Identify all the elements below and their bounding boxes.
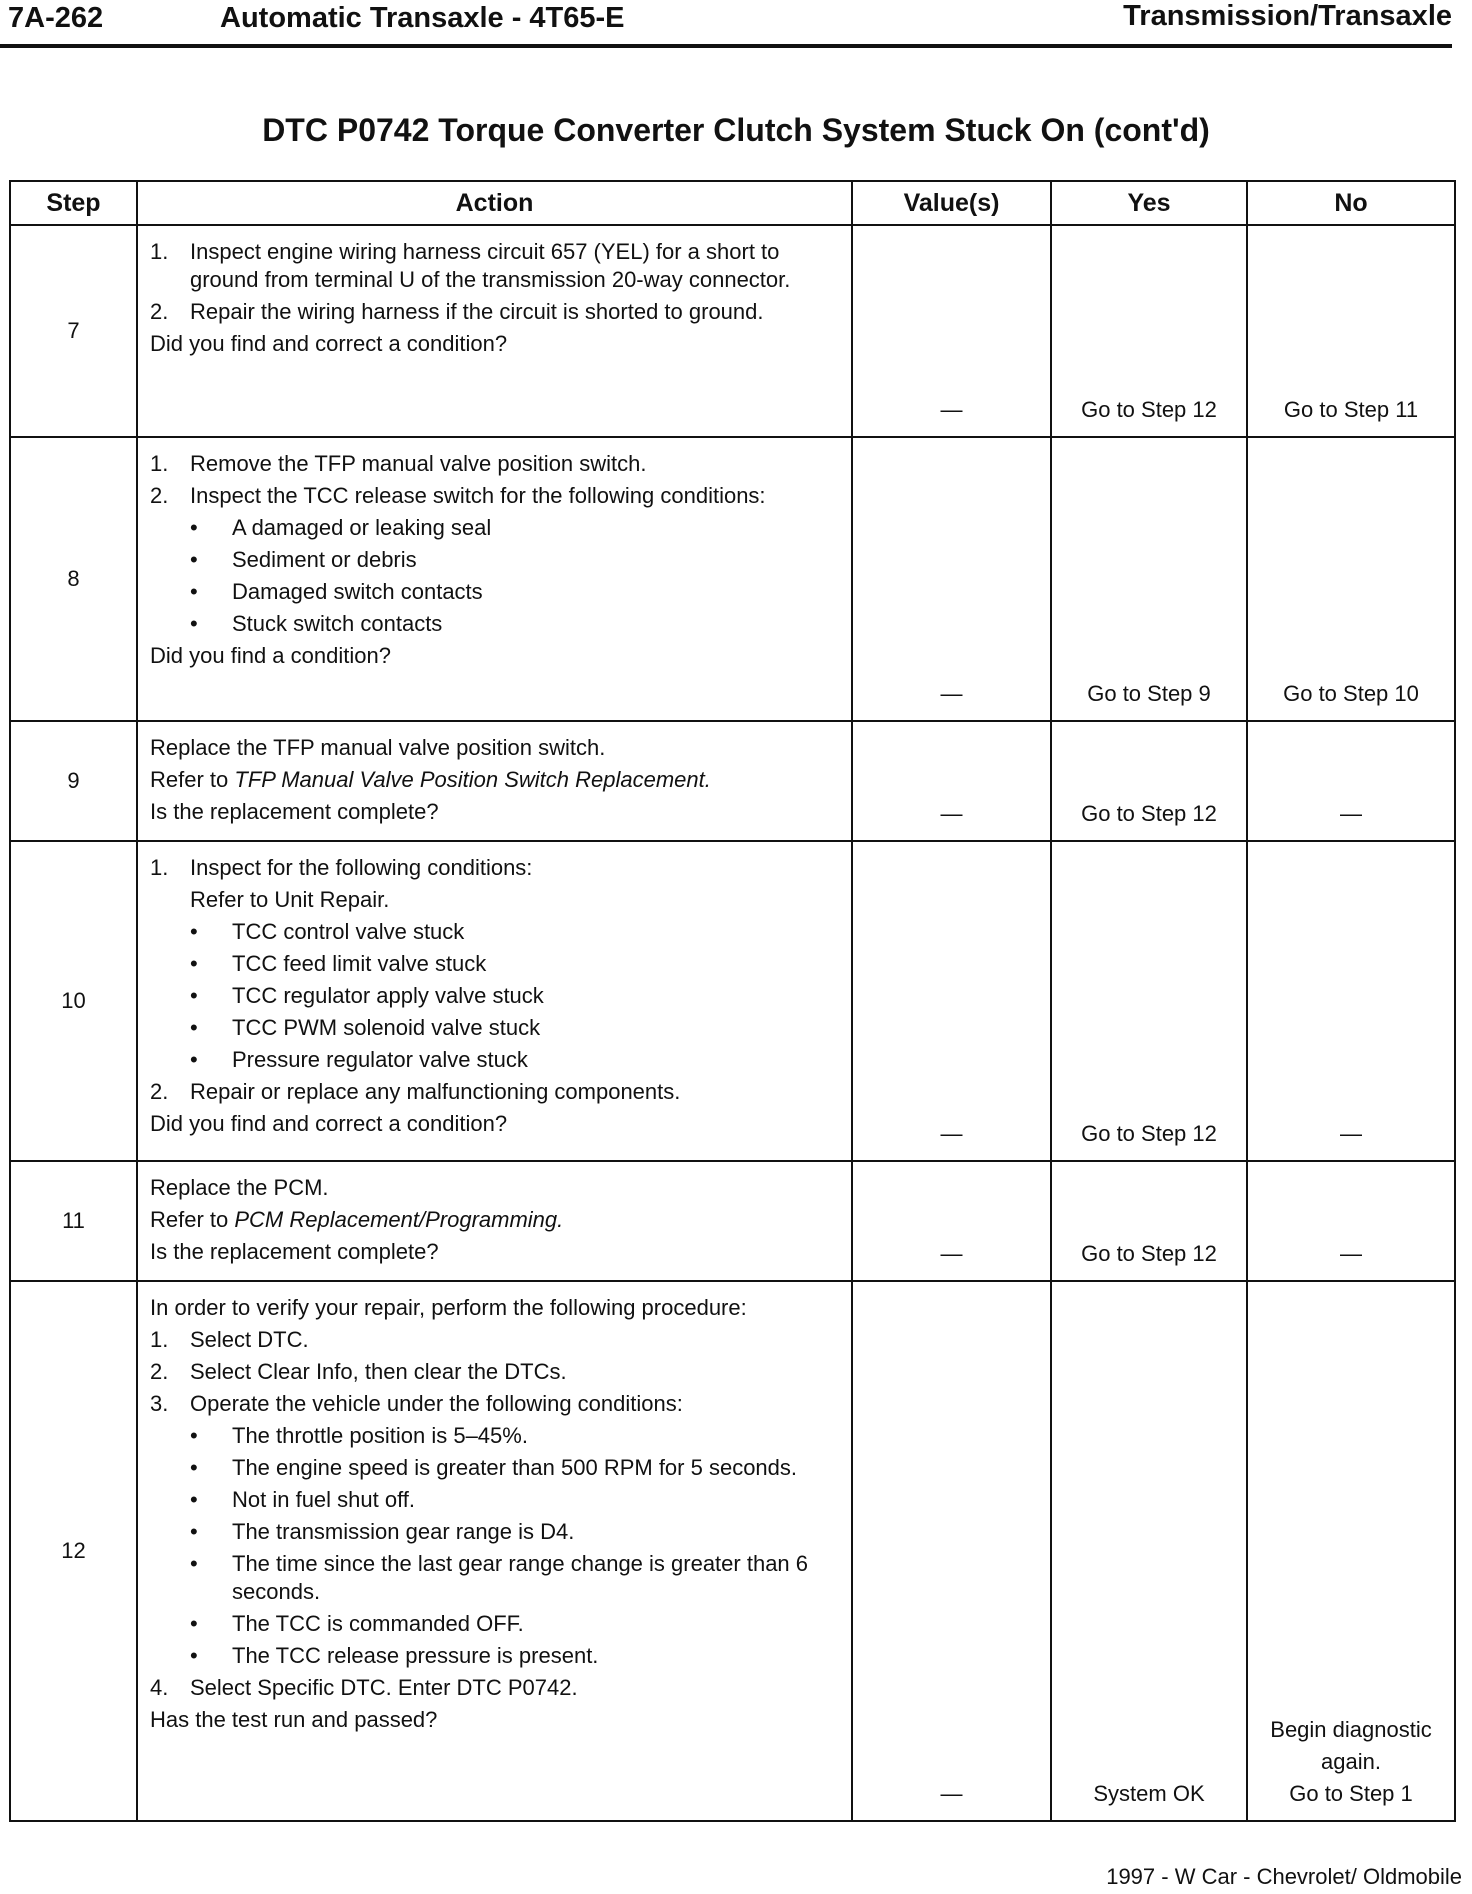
bullet-item: The throttle position is 5–45%. bbox=[232, 1423, 528, 1448]
step-number: 8 bbox=[10, 437, 137, 721]
reference-line bbox=[150, 764, 841, 796]
question: Is the replacement complete? bbox=[150, 1239, 439, 1264]
bullet-item: The engine speed is greater than 500 RPM for 5 seconds. bbox=[232, 1455, 798, 1480]
table-row bbox=[10, 721, 1455, 841]
no-cell: — bbox=[1247, 841, 1455, 1161]
action-line: Replace the PCM. bbox=[150, 1175, 329, 1200]
question: Did you find a condition? bbox=[150, 643, 391, 668]
bullet-icon: • bbox=[190, 951, 198, 976]
yes-cell: Go to Step 12 bbox=[1051, 225, 1247, 437]
bullet-icon: • bbox=[190, 1519, 198, 1544]
item-number: 3. bbox=[150, 1391, 169, 1416]
bullet-item: The transmission gear range is D4. bbox=[232, 1519, 575, 1544]
chapter-title: Transmission/Transaxle bbox=[1123, 0, 1452, 32]
reference-prefix: Refer to bbox=[150, 1207, 235, 1232]
no-cell: — bbox=[1247, 1161, 1455, 1281]
yes-cell: System OK bbox=[1051, 1281, 1247, 1821]
no-line: Begin diagnostic bbox=[1270, 1717, 1432, 1742]
bullet-item: The TCC is commanded OFF. bbox=[232, 1611, 524, 1636]
no-cell: — bbox=[1247, 721, 1455, 841]
bullet-item: Sediment or debris bbox=[232, 547, 417, 572]
value-cell: — bbox=[852, 437, 1051, 721]
question: Has the test run and passed? bbox=[150, 1707, 438, 1732]
step-number: 9 bbox=[10, 721, 137, 841]
yes-cell: Go to Step 9 bbox=[1051, 437, 1247, 721]
value-cell: — bbox=[852, 1281, 1051, 1821]
item-number: 2. bbox=[150, 483, 169, 508]
value-cell: — bbox=[852, 225, 1051, 437]
question: Did you find and correct a condition? bbox=[150, 331, 508, 356]
bullet-icon: • bbox=[190, 1643, 198, 1668]
action-item: Select Clear Info, then clear the DTCs. bbox=[190, 1359, 567, 1384]
item-number: 1. bbox=[150, 1327, 169, 1352]
no-line: again. bbox=[1321, 1749, 1381, 1774]
item-number: 2. bbox=[150, 1079, 169, 1104]
action-item: Inspect engine wiring harness circuit 657 (YEL) for a short to ground from terminal U of the transmission 20-way connector. bbox=[190, 239, 791, 292]
col-header-values: Value(s) bbox=[852, 181, 1051, 225]
action-cell bbox=[137, 225, 852, 437]
reference-line bbox=[150, 1204, 841, 1236]
action-item: Select Specific DTC. Enter DTC P0742. bbox=[190, 1675, 578, 1700]
bullet-item: TCC control valve stuck bbox=[232, 919, 465, 944]
bullet-item: Damaged switch contacts bbox=[232, 579, 483, 604]
bullet-item: Stuck switch contacts bbox=[232, 611, 443, 636]
action-item: Select DTC. bbox=[190, 1327, 309, 1352]
step-number: 12 bbox=[10, 1281, 137, 1821]
table-row bbox=[10, 841, 1455, 1161]
section-title: Automatic Transaxle - 4T65-E bbox=[220, 2, 625, 34]
action-item: Remove the TFP manual valve position switch. bbox=[190, 451, 647, 476]
page-number: 7A-262 bbox=[8, 2, 104, 34]
bullet-icon: • bbox=[190, 579, 198, 604]
yes-cell: Go to Step 12 bbox=[1051, 841, 1247, 1161]
step-number: 10 bbox=[10, 841, 137, 1161]
value-cell: — bbox=[852, 721, 1051, 841]
action-cell bbox=[137, 1161, 852, 1281]
value-cell: — bbox=[852, 1161, 1051, 1281]
table-header-row bbox=[10, 181, 1455, 225]
yes-cell: Go to Step 12 bbox=[1051, 1161, 1247, 1281]
header-rule bbox=[0, 44, 1452, 48]
col-header-action: Action bbox=[137, 181, 852, 225]
action-item: Repair the wiring harness if the circuit is shorted to ground. bbox=[190, 299, 764, 324]
table-row bbox=[10, 225, 1455, 437]
diagnostic-table bbox=[9, 180, 1456, 1822]
action-item: Operate the vehicle under the following conditions: bbox=[190, 1391, 683, 1416]
col-header-no: No bbox=[1247, 181, 1455, 225]
bullet-item: TCC PWM solenoid valve stuck bbox=[232, 1015, 541, 1040]
intro-text: In order to verify your repair, perform the following procedure: bbox=[150, 1295, 747, 1320]
item-number: 2. bbox=[150, 1359, 169, 1384]
item-number: 1. bbox=[150, 855, 169, 880]
bullet-icon: • bbox=[190, 983, 198, 1008]
table-row bbox=[10, 1161, 1455, 1281]
reference-title: PCM Replacement/Programming. bbox=[234, 1207, 564, 1232]
no-cell: Go to Step 11 bbox=[1247, 225, 1455, 437]
action-cell bbox=[137, 721, 852, 841]
reference-prefix: Refer to bbox=[150, 767, 235, 792]
item-number: 1. bbox=[150, 239, 169, 264]
reference-title: TFP Manual Valve Position Switch Replacement. bbox=[234, 767, 711, 792]
bullet-icon: • bbox=[190, 1047, 198, 1072]
bullet-item: The time since the last gear range change is greater than 6 seconds. bbox=[232, 1551, 809, 1604]
question: Did you find and correct a condition? bbox=[150, 1111, 508, 1136]
action-cell bbox=[137, 841, 852, 1161]
item-number: 2. bbox=[150, 299, 169, 324]
no-cell: Go to Step 10 bbox=[1247, 437, 1455, 721]
step-number: 7 bbox=[10, 225, 137, 437]
bullet-icon: • bbox=[190, 1551, 198, 1576]
step-number: 11 bbox=[10, 1161, 137, 1281]
bullet-icon: • bbox=[190, 547, 198, 572]
value-cell: — bbox=[852, 841, 1051, 1161]
bullet-icon: • bbox=[190, 1015, 198, 1040]
action-cell bbox=[137, 1281, 852, 1821]
table-row bbox=[10, 1281, 1455, 1821]
item-number: 1. bbox=[150, 451, 169, 476]
footer-text: 1997 - W Car - Chevrolet/ Oldmobile bbox=[1106, 1864, 1462, 1889]
action-item: Repair or replace any malfunctioning components. bbox=[190, 1079, 681, 1104]
bullet-icon: • bbox=[190, 515, 198, 540]
action-cell bbox=[137, 437, 852, 721]
sub-note: Refer to Unit Repair. bbox=[190, 887, 390, 912]
action-item: Inspect the TCC release switch for the following conditions: bbox=[190, 483, 766, 508]
bullet-item: Pressure regulator valve stuck bbox=[232, 1047, 528, 1072]
col-header-step: Step bbox=[10, 181, 137, 225]
bullet-item: A damaged or leaking seal bbox=[232, 515, 492, 540]
bullet-icon: • bbox=[190, 919, 198, 944]
bullet-icon: • bbox=[190, 1455, 198, 1480]
no-line: Go to Step 1 bbox=[1289, 1781, 1413, 1806]
bullet-icon: • bbox=[190, 1487, 198, 1512]
table-row bbox=[10, 437, 1455, 721]
no-cell bbox=[1247, 1281, 1455, 1821]
bullet-icon: • bbox=[190, 1423, 198, 1448]
question: Is the replacement complete? bbox=[150, 799, 439, 824]
col-header-yes: Yes bbox=[1051, 181, 1247, 225]
bullet-item: TCC feed limit valve stuck bbox=[232, 951, 487, 976]
bullet-item: The TCC release pressure is present. bbox=[232, 1643, 599, 1668]
item-number: 4. bbox=[150, 1675, 169, 1700]
bullet-icon: • bbox=[190, 1611, 198, 1636]
yes-cell: Go to Step 12 bbox=[1051, 721, 1247, 841]
action-line: Replace the TFP manual valve position switch. bbox=[150, 735, 606, 760]
bullet-item: Not in fuel shut off. bbox=[232, 1487, 416, 1512]
action-item: Inspect for the following conditions: bbox=[190, 855, 533, 880]
bullet-icon: • bbox=[190, 611, 198, 636]
page-title: DTC P0742 Torque Converter Clutch System Stuck On (cont'd) bbox=[262, 112, 1210, 148]
bullet-item: TCC regulator apply valve stuck bbox=[232, 983, 544, 1008]
